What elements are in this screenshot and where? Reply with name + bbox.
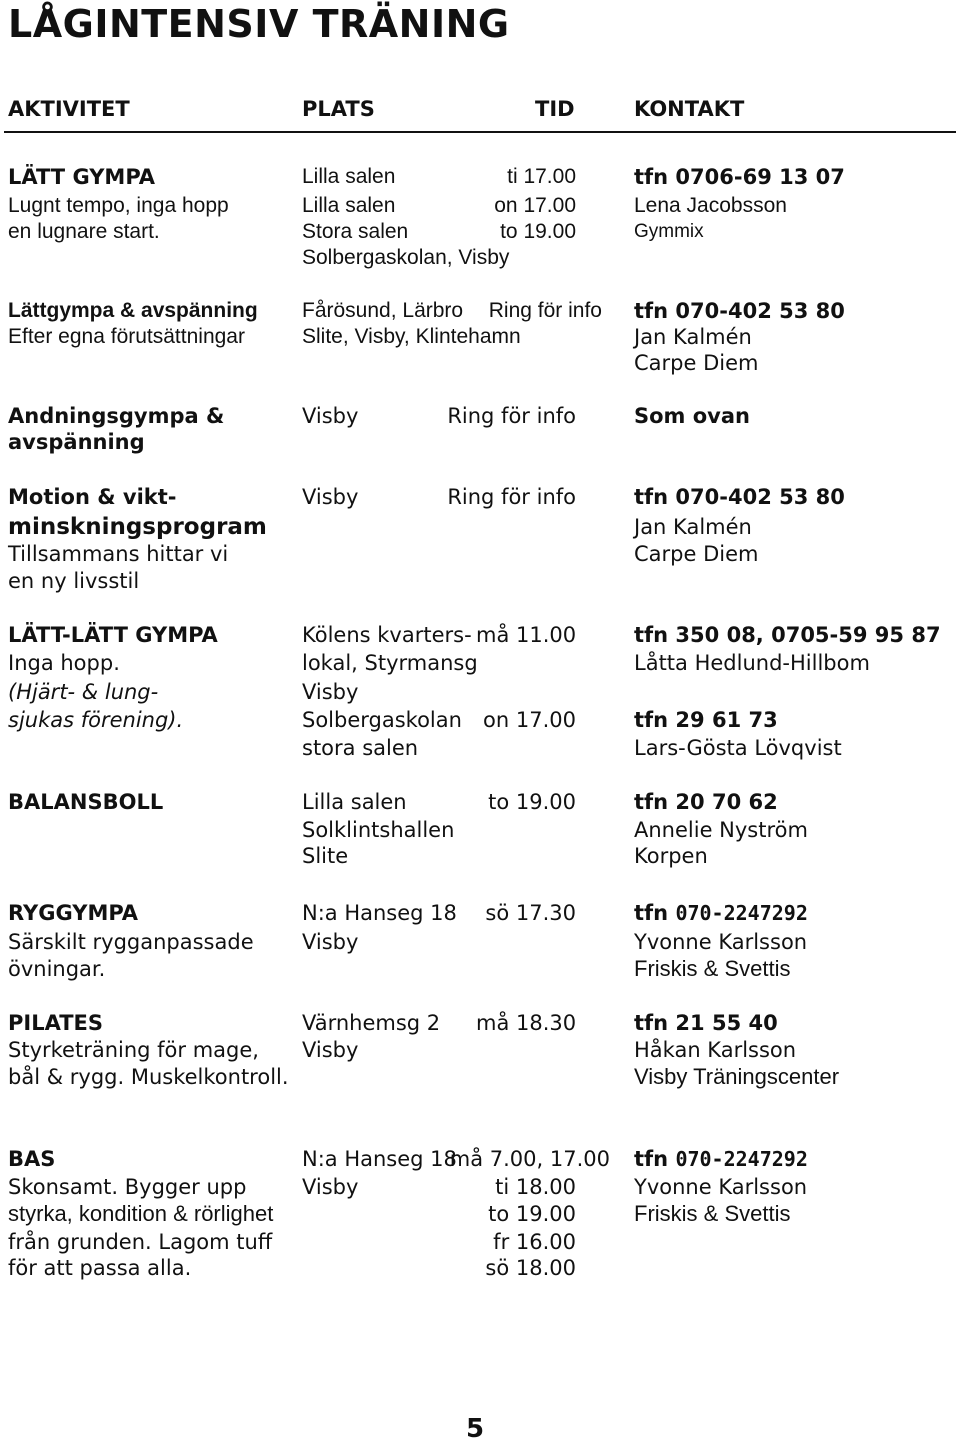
place-text: Lilla salen (302, 165, 396, 188)
contact-phone-prefix: tfn (634, 901, 676, 925)
place-text: Solklintshallen (302, 818, 455, 842)
place-text: Solbergaskolan, Visby (302, 246, 510, 269)
contact-organization: Gymmix (634, 221, 704, 242)
header-rule (4, 131, 956, 133)
contact-organization: Friskis & Svettis (634, 1201, 791, 1226)
time-text: on 17.00 (494, 194, 576, 217)
contact-name: Jan Kalmén (634, 515, 752, 539)
contact-phone: tfn 070-402 53 80 (634, 485, 845, 509)
place-text: Visby (302, 1038, 359, 1062)
activity-name: PILATES (8, 1011, 104, 1035)
place-text: Slite (302, 844, 349, 868)
place-text: Solbergaskolan (302, 708, 462, 732)
contact-phone: tfn 0706-69 13 07 (634, 165, 845, 189)
time-text: fr 16.00 (493, 1230, 576, 1254)
activity-name: RYGGYMPA (8, 901, 139, 925)
activity-name: Motion & vikt- (8, 485, 177, 509)
place-text: Fårösund, Lärbro (302, 299, 464, 322)
time-text: må 7.00, 17.00 (449, 1147, 610, 1171)
time-text: må 11.00 (476, 623, 577, 647)
place-text: Kölens kvarters- (302, 623, 472, 647)
place-text: Visby (302, 680, 359, 704)
place-text: Visby (302, 930, 359, 954)
contact-phone: tfn 350 08, 0705-59 95 87 (634, 623, 941, 647)
place-text: Visby (302, 485, 359, 509)
contact-name: Lars-Gösta Lövqvist (634, 736, 842, 760)
contact-name: Lena Jacobsson (634, 194, 787, 217)
activity-description: Lugnt tempo, inga hopp (8, 194, 229, 217)
contact-name: Yvonne Karlsson (634, 930, 808, 954)
activity-description: styrka, kondition & rörlighet (8, 1201, 274, 1226)
time-text: ti 17.00 (507, 165, 576, 188)
activity-description: en ny livsstil (8, 569, 140, 593)
contact-organization: Visby Träningscenter (634, 1064, 840, 1089)
place-text: Lilla salen (302, 790, 407, 814)
activity-description: sjukas förening). (8, 708, 184, 732)
contact-phone: tfn 070-402 53 80 (634, 299, 845, 323)
column-header-place: PLATS (302, 97, 375, 121)
activity-name: Andningsgympa & (8, 404, 225, 428)
time-text: to 19.00 (500, 220, 576, 243)
page-title: LÅGINTENSIV TRÄNING (8, 2, 510, 46)
activity-description: för att passa alla. (8, 1256, 192, 1280)
contact-organization: Friskis & Svettis (634, 956, 791, 981)
place-text: Stora salen (302, 220, 409, 243)
activity-description: (Hjärt- & lung- (8, 680, 159, 704)
time-text: sö 17.30 (485, 901, 576, 925)
time-text: on 17.00 (483, 708, 576, 732)
time-text: Ring för info (447, 404, 576, 428)
contact-phone (634, 900, 808, 926)
activity-description: Särskilt rygganpassade (8, 930, 254, 954)
place-text: Visby (302, 1175, 359, 1199)
contact-phone (634, 1146, 808, 1172)
contact-phone-number: 070-2247292 (675, 1147, 808, 1171)
contact-phone: tfn 21 55 40 (634, 1011, 778, 1035)
page-number: 5 (466, 1414, 485, 1444)
activity-description: Tillsammans hittar vi (8, 542, 229, 566)
activity-description: Styrketräning för mage, (8, 1038, 259, 1062)
activity-description: övningar. (8, 957, 106, 981)
contact-name: Jan Kalmén (634, 325, 752, 349)
time-text: to 19.00 (488, 1202, 576, 1226)
place-text: stora salen (302, 736, 419, 760)
activity-description: från grunden. Lagom tuff (8, 1230, 273, 1254)
contact-organization: Carpe Diem (634, 542, 759, 566)
contact-phone-number: 070-2247292 (675, 901, 808, 925)
contact-organization: Korpen (634, 844, 708, 868)
column-header-activity: AKTIVITET (8, 97, 130, 121)
time-text: Ring för info (488, 299, 602, 322)
activity-name: LÄTT-LÄTT GYMPA (8, 623, 218, 647)
column-header-time: TID (535, 97, 575, 121)
activity-description: bål & rygg. Muskelkontroll. (8, 1065, 289, 1089)
activity-name: minskningsprogram (8, 514, 267, 540)
activity-description: en lugnare start. (8, 220, 160, 243)
activity-name: BAS (8, 1147, 56, 1171)
time-text: må 18.30 (476, 1011, 577, 1035)
activity-name: LÄTT GYMPA (8, 165, 156, 189)
place-text: Värnhemsg 2 (302, 1011, 441, 1035)
place-text: N:a Hanseg 18 (302, 901, 457, 925)
activity-description: Skonsamt. Bygger upp (8, 1175, 247, 1199)
contact-phone: tfn 20 70 62 (634, 790, 778, 814)
time-text: to 19.00 (488, 790, 576, 814)
contact-phone: tfn 29 61 73 (634, 708, 778, 732)
column-header-contact: KONTAKT (634, 97, 745, 121)
contact-name: Som ovan (634, 404, 750, 428)
time-text: sö 18.00 (485, 1256, 576, 1280)
time-text: Ring för info (447, 485, 576, 509)
activity-name: BALANSBOLL (8, 790, 164, 814)
place-text: Lilla salen (302, 194, 396, 217)
activity-description: Inga hopp. (8, 651, 120, 675)
contact-organization: Carpe Diem (634, 351, 759, 375)
activity-description: Efter egna förutsättningar (8, 325, 245, 348)
place-text: Slite, Visby, Klintehamn (302, 325, 521, 348)
contact-phone-prefix: tfn (634, 1147, 676, 1171)
time-text: ti 18.00 (495, 1175, 576, 1199)
activity-name: Lättgympa & avspänning (8, 299, 258, 322)
contact-name: Håkan Karlsson (634, 1038, 797, 1062)
place-text: lokal, Styrmansg (302, 651, 478, 675)
contact-name: Låtta Hedlund-Hillbom (634, 651, 870, 675)
activity-name: avspänning (8, 430, 145, 454)
place-text: Visby (302, 404, 359, 428)
place-text: N:a Hanseg 18 (302, 1147, 457, 1171)
contact-name: Annelie Nyström (634, 818, 808, 842)
contact-name: Yvonne Karlsson (634, 1175, 808, 1199)
